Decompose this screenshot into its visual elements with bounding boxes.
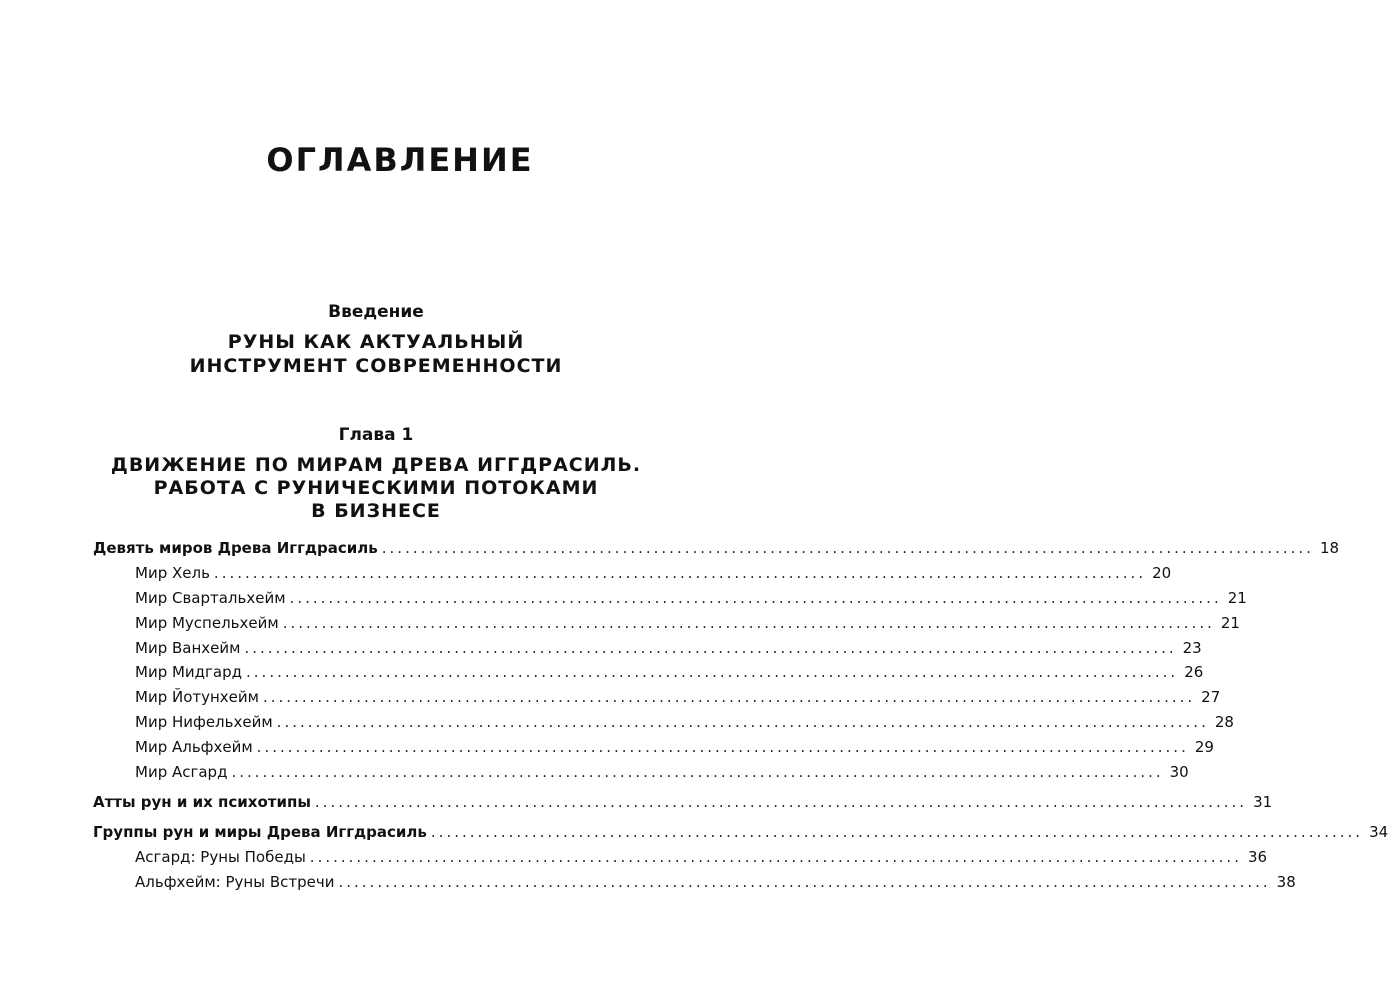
chapter-title-line: В БИЗНЕСЕ (311, 500, 441, 522)
toc-entry-label: Асгард: Руны Победы (135, 847, 306, 866)
toc-entry-label: Мир Нифельхейм (135, 713, 273, 732)
toc-entry-label: Атты рун и их психотипы (93, 792, 311, 811)
dot-leader: ........................................................................................................................ (213, 563, 1147, 582)
toc-entry-label: Мир Свартальхейм (135, 588, 286, 607)
toc-entry[interactable] (93, 872, 1296, 898)
toc-entry-page: 34 (1369, 822, 1388, 841)
toc-entry-page: 31 (1253, 792, 1273, 811)
toc-entry[interactable] (93, 663, 1204, 688)
toc-entry-label: Мир Асгард (135, 763, 228, 782)
dot-leader: ........................................................................................................................ (246, 663, 1179, 682)
toc-entry-page: 20 (1152, 563, 1172, 582)
toc-entry-label: Девять миров Древа Иггдрасиль (93, 539, 378, 557)
toc-entry[interactable] (93, 792, 1273, 818)
toc-entry[interactable] (93, 713, 1234, 738)
chapter-label: Глава 1 (338, 425, 414, 445)
toc-entry-label: Группы рун и миры Древа Иггдрасиль (93, 822, 427, 841)
toc-entry-page: 28 (1214, 713, 1234, 732)
dot-leader: ........................................................................................................................ (430, 822, 1364, 841)
toc-entry[interactable] (93, 688, 1221, 713)
toc-entry-page: 26 (1184, 663, 1204, 682)
toc-entry-label: Альфхейм: Руны Встречи (135, 872, 335, 891)
toc-entry-page: 27 (1201, 688, 1221, 707)
dot-leader: ........................................................................................................................ (282, 613, 1215, 632)
intro-label: Введение (328, 302, 424, 322)
toc-entry-label: Мир Альфхейм (135, 738, 253, 757)
page-title: ОГЛАВЛЕНИЕ (266, 141, 534, 179)
intro-title (0, 330, 752, 378)
table-of-contents (93, 539, 1388, 897)
toc-entry[interactable] (93, 738, 1214, 763)
toc-entry[interactable] (93, 638, 1202, 664)
toc-entry[interactable] (93, 822, 1388, 848)
dot-leader: ........................................................................................................................ (338, 872, 1271, 891)
toc-entry-page: 36 (1247, 847, 1268, 866)
toc-entry-page: 21 (1227, 588, 1247, 607)
toc-entry[interactable] (93, 539, 1340, 564)
dot-leader: ........................................................................................................................ (244, 638, 1177, 657)
toc-entry-page: 18 (1319, 539, 1340, 557)
dot-leader: ........................................................................................................................ (309, 847, 1242, 866)
dot-leader: ........................................................................................................................ (381, 539, 1314, 557)
toc-entry[interactable] (93, 613, 1240, 639)
toc-entry-page: 23 (1182, 638, 1202, 657)
dot-leader: ........................................................................................................................ (262, 688, 1196, 707)
toc-entry-label: Мир Хель (135, 563, 210, 582)
dot-leader: ........................................................................................................................ (289, 588, 1222, 607)
toc-entry-label: Мир Муспельхейм (135, 613, 279, 632)
toc-entry-label: Мир Йотунхейм (135, 688, 259, 707)
toc-entry-page: 30 (1169, 763, 1189, 782)
toc-entry[interactable] (93, 563, 1172, 589)
chapter-title-line: РАБОТА С РУНИЧЕСКИМИ ПОТОКАМИ (153, 477, 599, 499)
toc-entry[interactable] (93, 763, 1189, 788)
toc-entry-page: 21 (1220, 613, 1240, 632)
toc-entry[interactable] (93, 847, 1268, 873)
chapter-title (0, 454, 752, 523)
dot-leader: ........................................................................................................................ (231, 763, 1164, 782)
chapter-title-line: ДВИЖЕНИЕ ПО МИРАМ ДРЕВА ИГГДРАСИЛЬ. (110, 454, 642, 476)
intro-title-line: РУНЫ КАК АКТУАЛЬНЫЙ (227, 331, 525, 353)
dot-leader: ........................................................................................................................ (276, 713, 1209, 732)
dot-leader: ........................................................................................................................ (256, 738, 1189, 757)
toc-entry-page: 29 (1194, 738, 1214, 757)
toc-entry-label: Мир Мидгард (135, 663, 243, 682)
intro-title-line: ИНСТРУМЕНТ СОВРЕМЕННОСТИ (189, 355, 563, 377)
toc-entry-page: 38 (1276, 872, 1296, 891)
toc-entry[interactable] (93, 588, 1247, 614)
toc-entry-label: Мир Ванхейм (135, 638, 241, 657)
dot-leader: ........................................................................................................................ (314, 792, 1248, 811)
